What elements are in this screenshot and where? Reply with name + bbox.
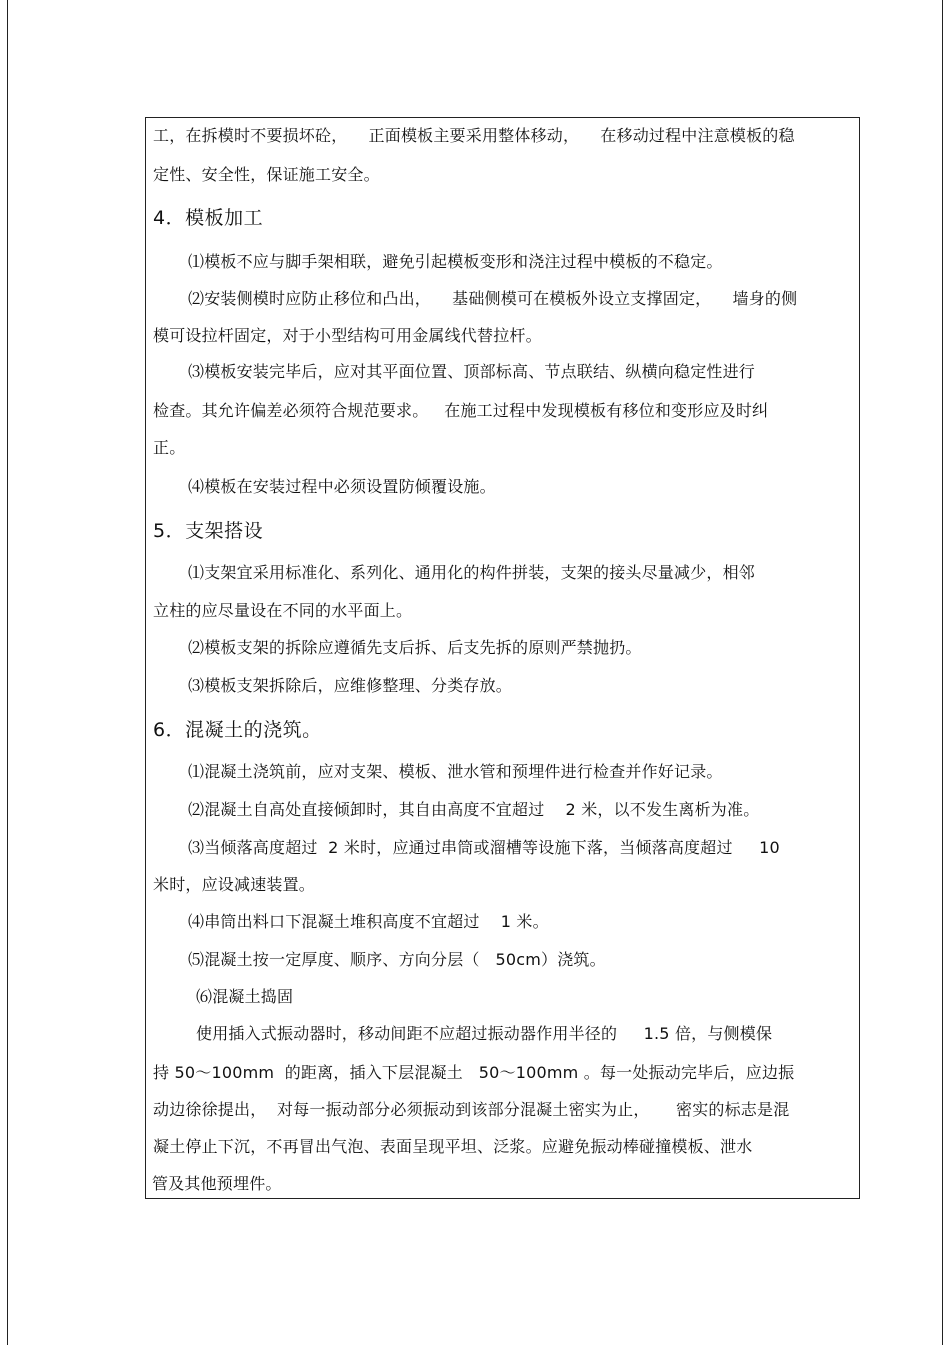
paragraph-line: 凝土停止下沉，不再冒出气泡、表面呈现平坦、泛浆。应避免振动棒碰撞模板、泄水 <box>153 1137 753 1156</box>
page-right-border <box>942 0 943 1345</box>
page-left-border <box>7 0 8 1345</box>
paragraph-line: 立柱的应尽量设在不同的水平面上。 <box>153 601 413 620</box>
paragraph-line: 定性、安全性，保证施工安全。 <box>153 165 380 184</box>
paragraph-line: ⑴模板不应与脚手架相联，避免引起模板变形和浇注过程中模板的不稳定。 <box>188 252 723 271</box>
section-heading-formwork-processing: 4．模板加工 <box>153 207 264 229</box>
paragraph-line: ⑶模板安装完毕后，应对其平面位置、顶部标高、节点联结、纵横向稳定性进行 <box>188 362 756 381</box>
paragraph-line: 检查。其允许偏差必须符合规范要求。 在施工过程中发现模板有移位和变形应及时纠 <box>153 401 769 420</box>
paragraph-line: ⑵混凝土自高处直接倾卸时，其自由高度不宜超过 2 米，以不发生离析为准。 <box>188 800 760 819</box>
paragraph-line: 使用插入式振动器时，移动间距不应超过振动器作用半径的 1.5 倍，与侧模保 <box>196 1024 773 1043</box>
paragraph-line: 动边徐徐提出， 对每一振动部分必须振动到该部分混凝土密实为止， 密实的标志是混 <box>153 1100 790 1119</box>
paragraph-line: ⑷串筒出料口下混凝土堆积高度不宜超过 1 米。 <box>188 912 549 931</box>
paragraph-line: 持 50～100mm 的距离，插入下层混凝土 50～100mm 。每一处振动完毕后，应边振 <box>153 1063 795 1082</box>
paragraph-line: 工，在拆模时不要损坏砼， 正面模板主要采用整体移动， 在移动过程中注意模板的稳 <box>153 126 795 145</box>
paragraph-line: ⑶模板支架拆除后，应维修整理、分类存放。 <box>188 676 513 695</box>
paragraph-line: 管及其他预埋件。 <box>152 1174 282 1193</box>
paragraph-line: ⑵安装侧模时应防止移位和凸出， 基础侧模可在模板外设立支撑固定， 墙身的侧 <box>188 289 798 308</box>
paragraph-line: ⑷模板在安装过程中必须设置防倾覆设施。 <box>188 477 496 496</box>
paragraph-line: ⑶当倾落高度超过 2 米时，应通过串筒或溜槽等设施下落，当倾落高度超过 10 <box>188 838 780 857</box>
paragraph-line: ⑴混凝土浇筑前，应对支架、模板、泄水管和预埋件进行检查并作好记录。 <box>188 762 723 781</box>
paragraph-line: 米时，应设减速装置。 <box>153 875 316 894</box>
paragraph-line: ⑴支架宜采用标准化、系列化、通用化的构件拼装，支架的接头尽量减少，相邻 <box>188 563 756 582</box>
paragraph-line: ⑸混凝土按一定厚度、顺序、方向分层（ 50cm）浇筑。 <box>188 950 606 969</box>
paragraph-line: ⑵模板支架的拆除应遵循先支后拆、后支先拆的原则严禁抛扔。 <box>188 638 642 657</box>
paragraph-line: 模可设拉杆固定，对于小型结构可用金属线代替拉杆。 <box>153 326 542 345</box>
section-heading-support-erection: 5．支架搭设 <box>153 520 264 542</box>
section-heading-concrete-pouring: 6．混凝土的浇筑。 <box>153 719 322 741</box>
paragraph-line: ⑹混凝土捣固 <box>196 987 294 1006</box>
paragraph-line: 正。 <box>153 438 186 457</box>
